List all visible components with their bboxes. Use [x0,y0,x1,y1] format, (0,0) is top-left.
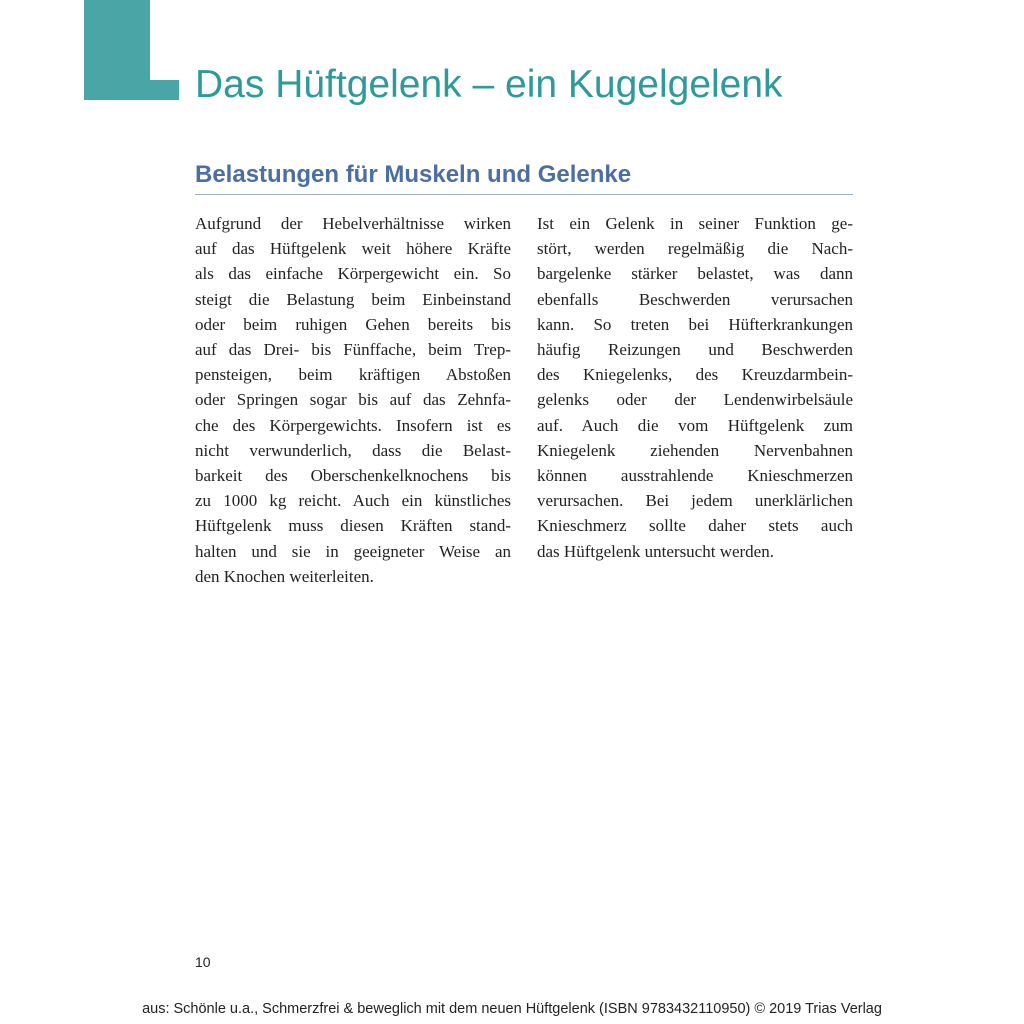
body-line: können ausstrahlende Knieschmerzen [537,466,853,486]
body-line: zu 1000 kg reicht. Auch ein künstliches [195,491,511,511]
body-line: Hüftgelenk muss diesen Kräften stand- [195,516,511,536]
chapter-title: Das Hüftgelenk – ein Kugelgelenk [195,63,783,106]
body-line: auf das Hüftgelenk weit höhere Kräfte [195,239,511,259]
body-line: das Hüftgelenk untersucht werden. [537,541,774,561]
body-line: Knieschmerz sollte daher stets auch [537,516,853,536]
body-line: barkeit des Oberschenkelknochens bis [195,466,511,486]
body-line: Kniegelenk ziehenden Nervenbahnen [537,440,853,460]
body-line: oder beim ruhigen Gehen bereits bis [195,314,511,334]
body-line: halten und sie in geeigneter Weise an [195,541,511,561]
source-credit: aus: Schönle u.a., Schmerzfrei & beweglich mit dem neuen Hüftgelenk (ISBN 9783432110950) © 2019 Trias Verlag [142,1001,882,1017]
body-line: ebenfalls Beschwerden verursachen [537,289,853,309]
body-line: bargelenke stärker belastet, was dann [537,264,853,284]
body-line: gelenks oder der Lendenwirbelsäule [537,390,853,410]
section-heading: Belastungen für Muskeln und Gelenke [195,161,632,188]
body-line: verursachen. Bei jedem unerklärlichen [537,491,853,511]
body-line: auf. Auch die vom Hüftgelenk zum [537,415,853,435]
body-line: als das einfache Körpergewicht ein. So [195,264,511,284]
section-divider [195,194,853,195]
body-line: des Kniegelenks, des Kreuzdarmbein- [537,365,853,385]
body-line: Ist ein Gelenk in seiner Funktion ge- [537,214,853,233]
body-line: häufig Reizungen und Beschwerden [537,340,853,360]
body-line: Aufgrund der Hebelverhältnisse wirken [195,214,511,233]
body-line: oder Springen sogar bis auf das Zehnfa- [195,390,511,410]
body-line: pensteigen, beim kräftigen Abstoßen [195,365,511,385]
body-line: den Knochen weiterleiten. [195,566,374,586]
body-line: steigt die Belastung beim Einbeinstand [195,289,511,309]
body-line: nicht verwunderlich, dass die Belast- [195,440,511,460]
body-line: stört, werden regelmäßig die Nach- [537,239,853,259]
body-line: auf das Drei- bis Fünffache, beim Trep- [195,340,511,360]
body-column-left [195,211,511,589]
chapter-corner-mark-foot [84,80,179,100]
page-number: 10 [195,954,211,970]
body-line: kann. So treten bei Hüfterkrankungen [537,314,853,334]
body-column-right [537,211,853,564]
body-line: che des Körpergewichts. Insofern ist es [195,415,511,435]
